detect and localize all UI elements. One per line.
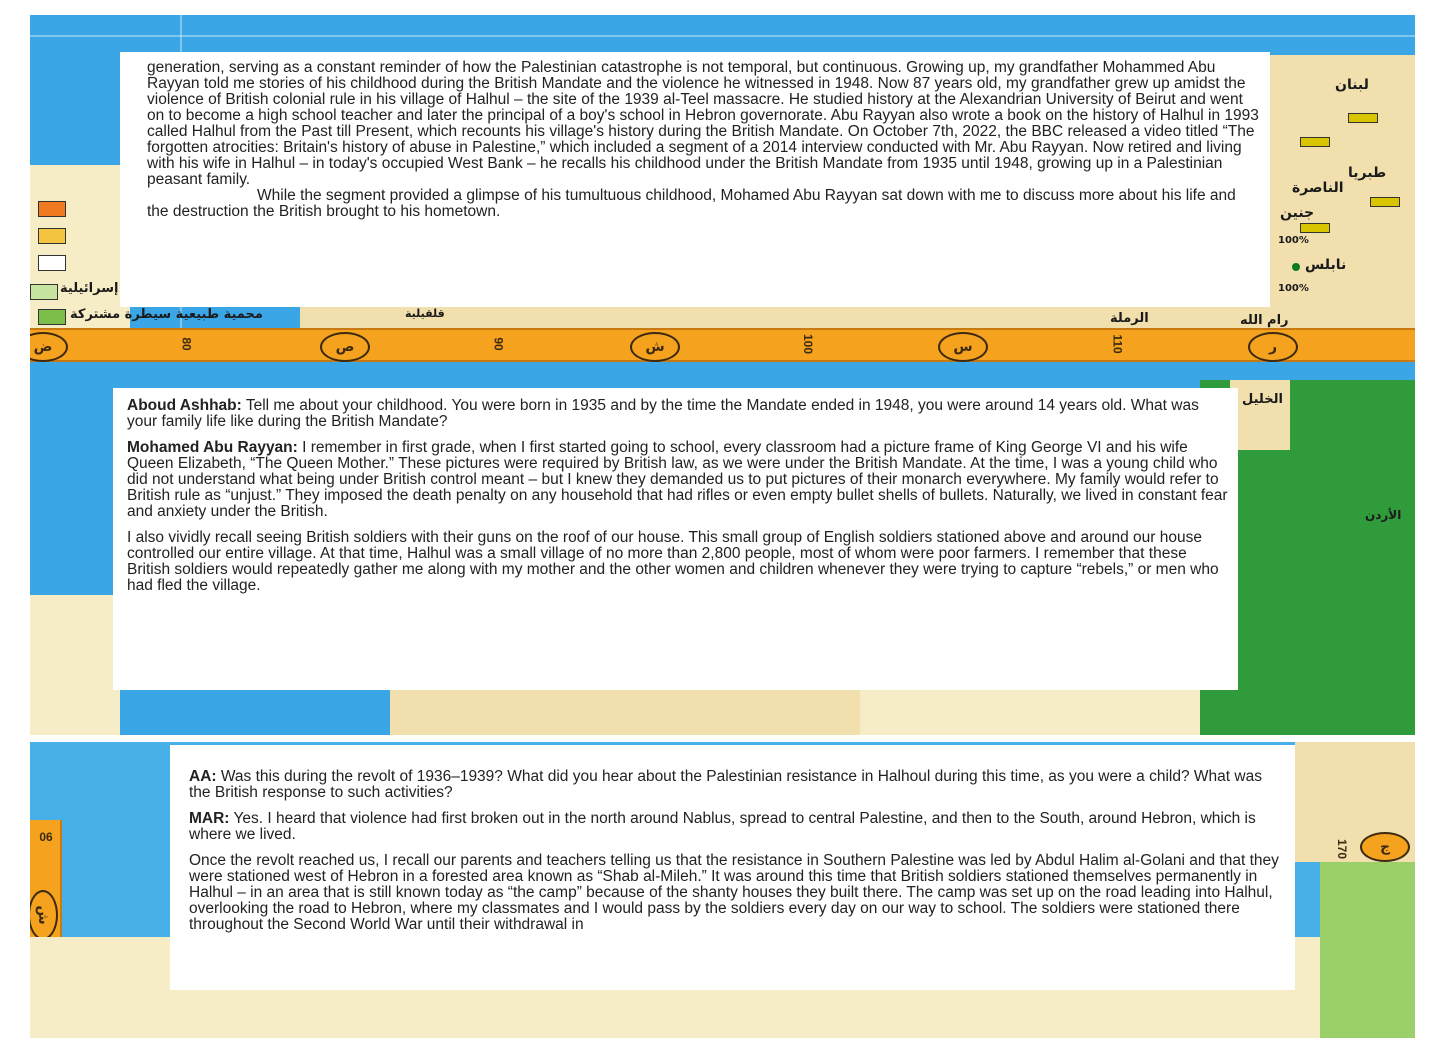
legend-swatch-white [38, 255, 66, 271]
legend-area [30, 165, 130, 330]
legend-label-reserve: محمية طبيعية سيطرة مشتركة [70, 307, 263, 322]
legend-swatch-orange [38, 201, 66, 217]
map-label-percent: 100% [1278, 283, 1309, 294]
answer-paragraph [189, 811, 1287, 843]
ruler-grid-number: 170 [1335, 838, 1350, 860]
stat-bar [1348, 113, 1378, 123]
legend-label-israeli: إسرائيلية [60, 281, 119, 296]
question-paragraph [127, 398, 1230, 430]
ruler-grid-number: 90 [491, 337, 506, 351]
text-panel-interview-2 [170, 745, 1295, 990]
speaker-name: AA: [189, 768, 217, 785]
legend-swatch-yellow [38, 228, 66, 244]
map-grid-line [30, 35, 1415, 37]
question-text: Was this during the revolt of 1936–1939? What did you hear about the Palestinian resistance in Halhoul during this time, as you were a child? What was the British response to such activities? [189, 768, 1262, 801]
map-land-south [390, 690, 870, 735]
ruler-grid-letter: ش [630, 332, 680, 362]
speaker-name: MAR: [189, 810, 230, 827]
ruler-grid-number: 90 [39, 829, 53, 844]
answer-text: Yes. I heard that violence had first broken out in the north around Nablus, spread to central Palestine, and then to the South, around Hebron, which is where we lived. [189, 810, 1256, 843]
map-label-jenin: جنين [1280, 205, 1315, 221]
map-label-nazareth: الناصرة [1292, 180, 1344, 196]
legend-swatch-hatched [30, 284, 58, 300]
question-text: Tell me about your childhood. You were born in 1935 and by the time the Mandate ended in 1948, you were around 14 years old. What was your family life like during the British Mandate? [127, 397, 1199, 430]
ruler-grid-letter: ج [1360, 832, 1410, 862]
map-label-hebron: الخليل [1242, 392, 1283, 407]
answer-text: I remember in first grade, when I first started going to school, every classroom had a picture frame of King George VI and his wife Queen Elizabeth, “The Queen Mother.” These pictures were required by British law, as we were under the British Mandate. At the time, I was a young child who did not understand what being under British control meant – but I knew they demanded us to put pictures of their monarch everywhere. My family would refer to British rule as “unjust.” They imposed the death penalty on any household that had rifles or even empty bullet shells of bullets. Naturally, we lived in constant fear and anxiety under the British. [127, 439, 1228, 520]
ruler-grid-letter: ض [30, 332, 68, 362]
map-label-tiberias: طبريا [1348, 165, 1387, 181]
speaker-name: Aboud Ashhab: [127, 397, 242, 414]
stat-bar [1300, 223, 1330, 233]
ruler-grid-number: 80 [179, 337, 194, 351]
map-land-south-east [860, 690, 1200, 735]
map-label-qalqilya: قلقيلية [405, 307, 445, 320]
intro-paragraph-2: While the segment provided a glimpse of his tumultuous childhood, Mohamed Abu Rayyan sat down with me to discuss more about his life and the destruction the British brought to his hometown. [147, 187, 1236, 220]
ruler-grid-number: 110 [1110, 334, 1125, 354]
intro-paragraph: generation, serving as a constant reminder of how the Palestinian catastrophe is not temporal, but continuous. Growing up, my grandfather Mohammed Abu Rayyan told me stories of his childhood during the British Mandate and the violence he witnessed in 1948. Now 87 years old, my grandfather grew up amidst the violence of British colonial rule in his village of Halhul – the site of the 1939 al-Teel massacre. He studied history at the Alexandrian University of Beirut and went on to become a high school teacher and later the principal of a boy's school in Hebron governorate. Abu Rayyan also wrote a book on the history of Halhul in 1993 called Halhul from the Past till Present, which recounts his village's history during the British Mandate. On October 7th, 2022, the BBC released a video titled “The forgotten atrocities: Britain's history of abuse in Palestine,” which included a segment of a 2014 interview conducted with Mr. Abu Rayyan. Now retired and living with his wife in Halhul – in today's occupied West Bank – he recalls his childhood under the British Mandate from 1935 until 1948, growing up in a Palestinian peasant family. [147, 59, 1259, 188]
text-panel-intro [120, 52, 1270, 307]
map-land-coast [30, 595, 120, 735]
map-label-ramallah: رام الله [1240, 313, 1289, 328]
legend-swatch-green [38, 309, 66, 325]
map-label-percent: 100% [1278, 235, 1309, 246]
answer-paragraph [127, 440, 1230, 520]
map-label-ramla: الرملة [1110, 311, 1149, 326]
speaker-name: Mohamed Abu Rayyan: [127, 439, 298, 456]
city-dot [1292, 263, 1300, 271]
question-paragraph [189, 769, 1287, 801]
answer-paragraph-2: I also vividly recall seeing British soldiers with their guns on the roof of our house. This small group of English soldiers stationed above and around our house controlled our entire village. At that time, Halhul was a small village of no more than 2,800 people, most of whom were poor farmers. I remember that these British soldiers would repeatedly gather me along with my mother and the other women and children whenever they were trying to capture “rebels,” or men who had fled the village. [127, 529, 1219, 594]
ruler-grid-letter: ر [1248, 332, 1298, 362]
ruler-grid-letter: ش [30, 890, 58, 940]
ruler-grid-number: 100 [801, 333, 816, 355]
map-land-east [1320, 862, 1415, 1038]
ruler-grid-letter: س [938, 332, 988, 362]
map-land-hebron [1230, 380, 1290, 450]
map-coordinate-ruler-top [30, 328, 1415, 362]
ruler-grid-letter: ص [320, 332, 370, 362]
map-label-jordan: الأردن [1365, 508, 1402, 522]
answer-paragraph-2: Once the revolt reached us, I recall our parents and teachers telling us that the resistance in Southern Palestine was led by Abdul Halim al-Golani and that they were stationed west of Hebron in a forested area known as “Shab al-Mileh.” It was around this time that British soldiers stationed themselves permanently in Halhul – in an area that is still known today as “the camp” because of the shanty houses they built there. The camp was set up on the road leading into Halhul, overlooking the road to Hebron, where my classmates and I would pass by the soldiers every day on our way to school. The soldiers were stationed there throughout the Second World War until their withdrawal in [189, 852, 1279, 933]
map-label-nablus: نابلس [1305, 257, 1347, 273]
stat-bar [1300, 137, 1330, 147]
stat-bar [1370, 197, 1400, 207]
map-label-lebanon: لبنان [1335, 77, 1369, 93]
text-panel-interview-1 [113, 388, 1238, 690]
